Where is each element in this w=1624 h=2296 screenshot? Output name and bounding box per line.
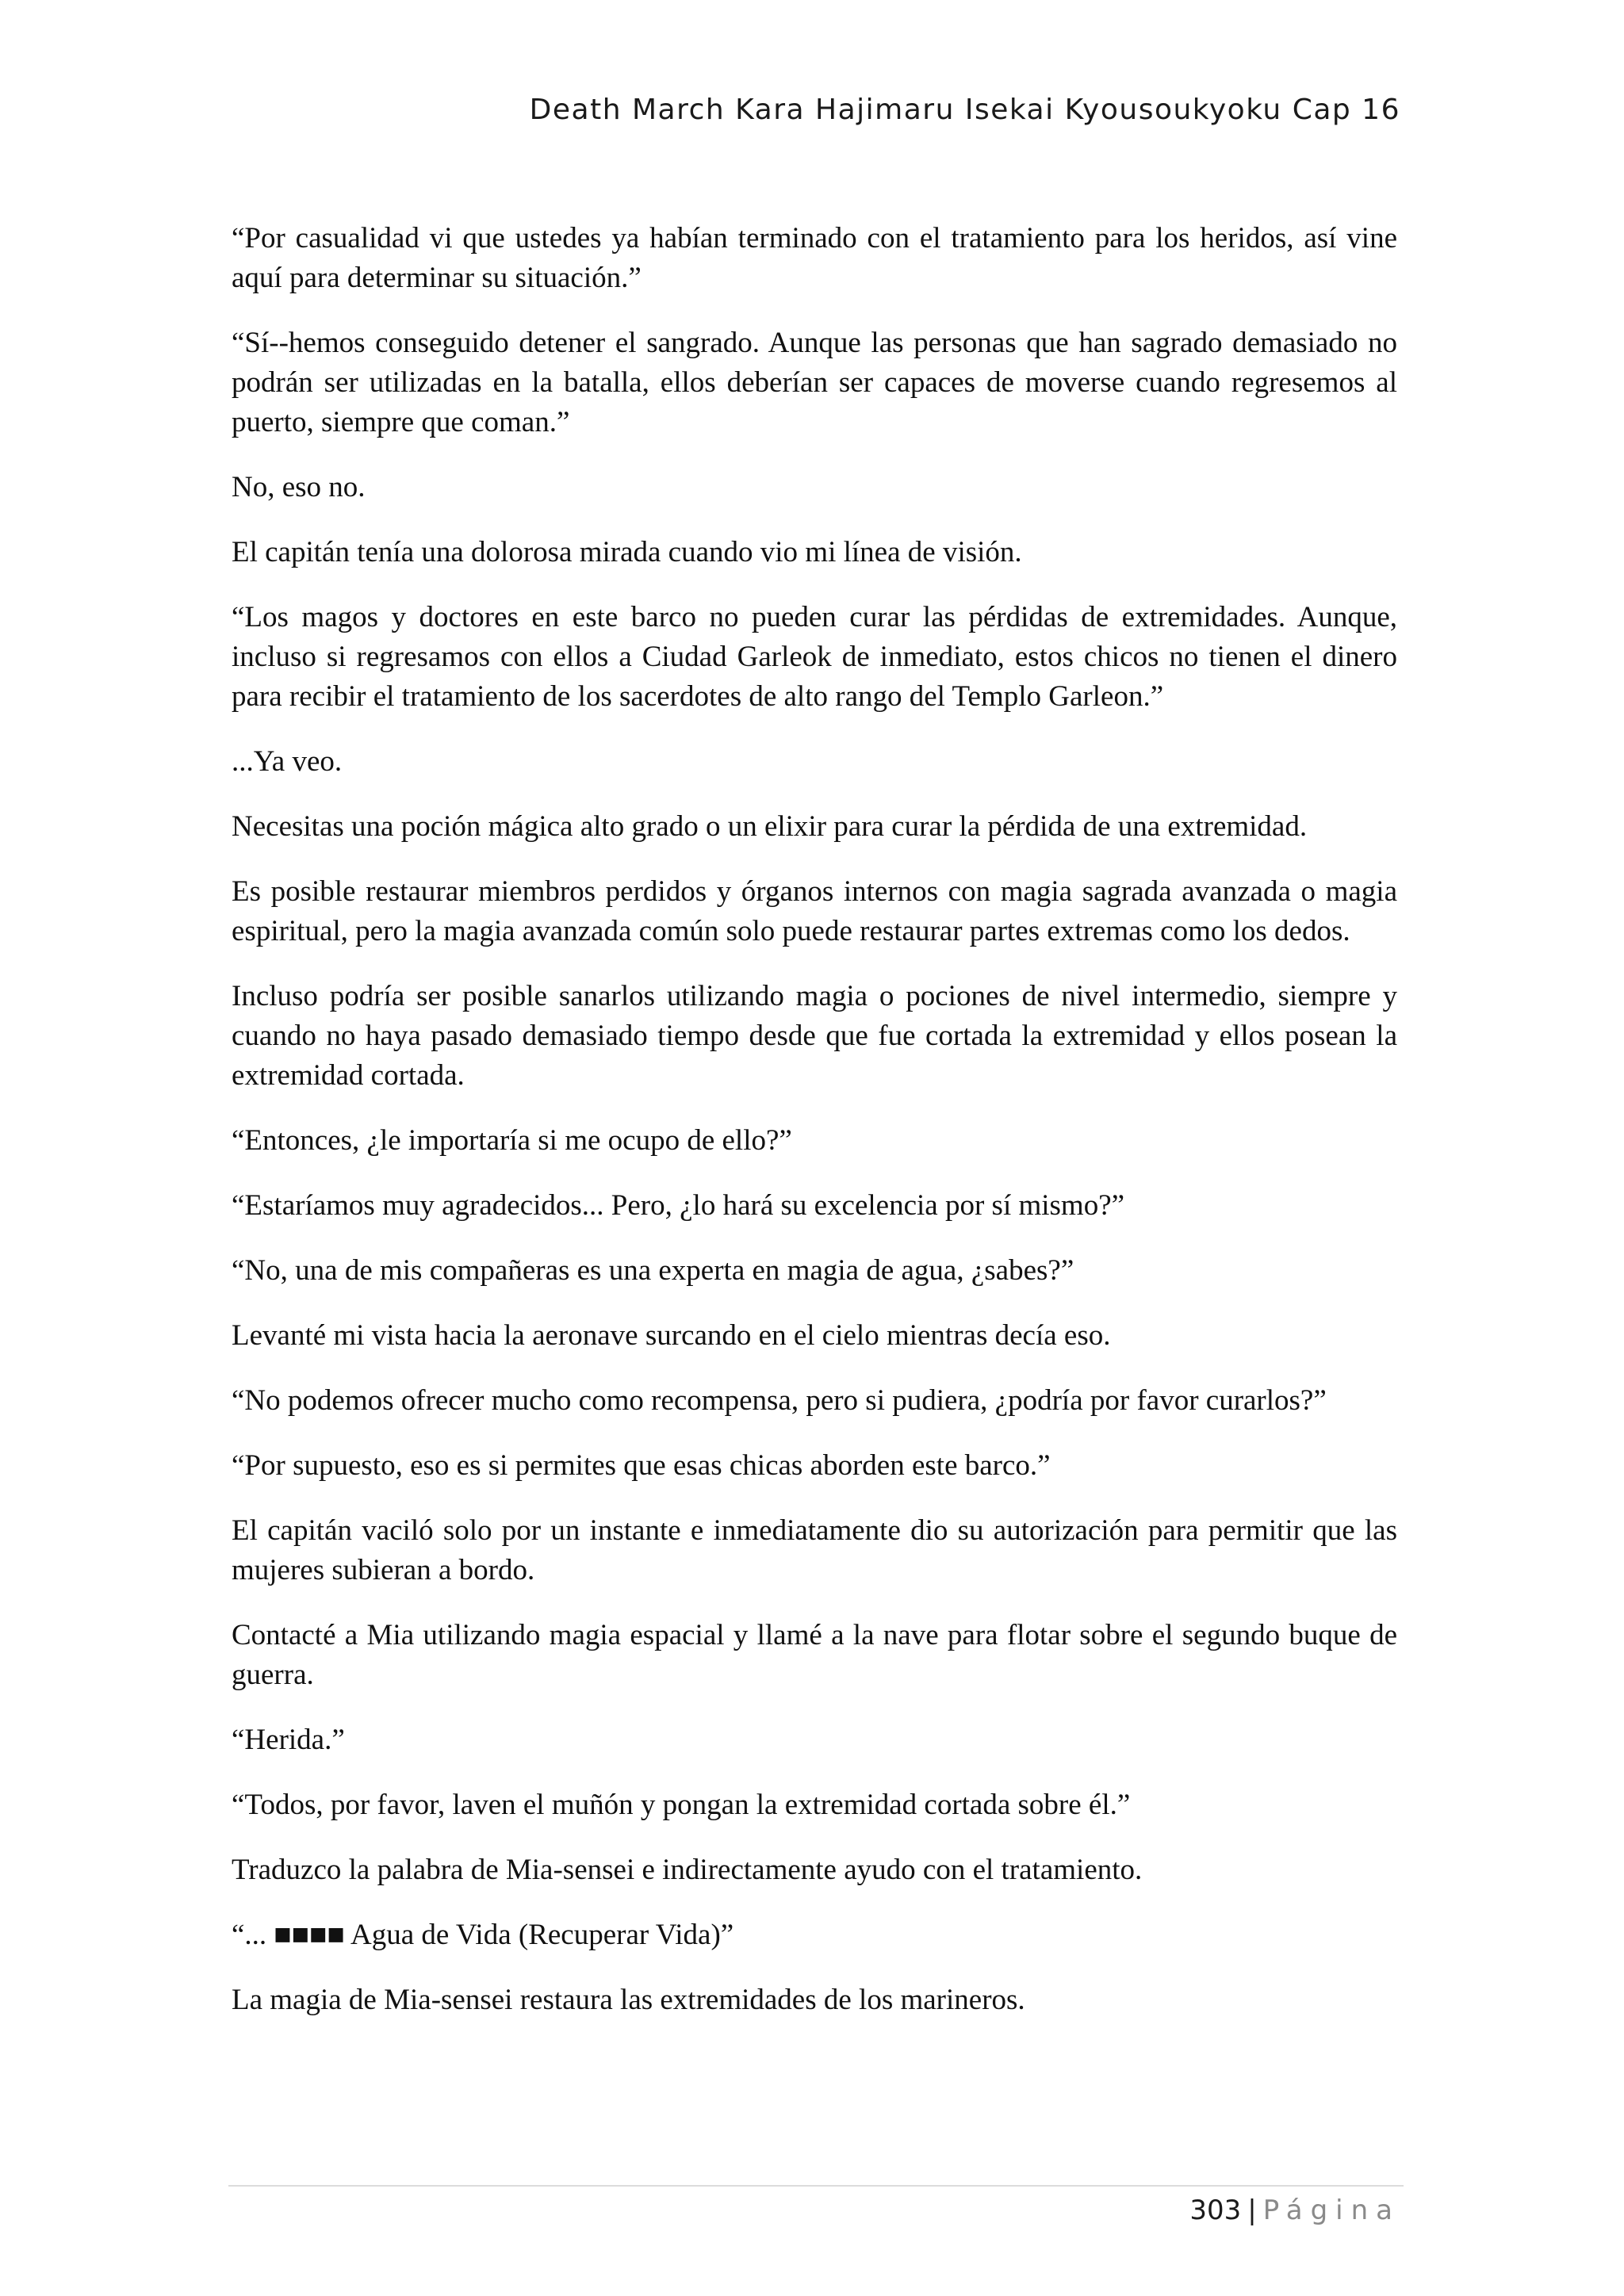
paragraph: Necesitas una poción mágica alto grado o un elixir para curar la pérdida de una extremidad. — [232, 810, 1308, 843]
paragraph: “No podemos ofrecer mucho como recompensa, pero si pudiera, ¿podría por favor curarlos?” — [232, 1384, 1327, 1417]
page-number: 303 — [1189, 2195, 1242, 2226]
paragraph: “Los magos y doctores en este barco no pueden curar las pérdidas de extremidades. Aunque, incluso si regresamos con ellos a Ciudad Garleok de inmediato, estos chicos no tienen el dinero para recibir el tratamiento de los sacerdotes de alto rango del Templo Garleon.” — [232, 601, 1397, 713]
paragraph: Es posible restaurar miembros perdidos y órganos internos con magia sagrada avanzada o magia espiritual, pero la magia avanzada común solo puede restaurar partes extremas como los dedos. — [232, 875, 1397, 947]
paragraph: “Herida.” — [232, 1724, 345, 1756]
paragraph: “Estaríamos muy agradecidos... Pero, ¿lo hará su excelencia por sí mismo?” — [232, 1189, 1125, 1222]
paragraph: “Sí--hemos conseguido detener el sangrado. Aunque las personas que han sagrado demasiado no podrán ser utilizadas en la batalla, ellos deberían ser capaces de moverse cuando regresemos al puerto, siempre que coman.” — [232, 327, 1397, 438]
paragraph: “Entonces, ¿le importaría si me ocupo de ello?” — [232, 1124, 792, 1157]
paragraph: La magia de Mia-sensei restaura las extremidades de los marineros. — [232, 1984, 1025, 2016]
paragraph: “... ■■■■ Agua de Vida (Recuperar Vida)” — [232, 1919, 734, 1951]
footer-divider — [228, 2185, 1404, 2187]
paragraph: “Por supuesto, eso es si permites que esas chicas aborden este barco.” — [232, 1449, 1051, 1482]
body-text — [232, 219, 1397, 2020]
page-footer — [1189, 2195, 1400, 2226]
paragraph: Contacté a Mia utilizando magia espacial y llamé a la nave para flotar sobre el segundo buque de guerra. — [232, 1619, 1397, 1691]
paragraph: “Por casualidad vi que ustedes ya habían terminado con el tratamiento para los heridos, así vine aquí para determinar su situación.” — [232, 222, 1397, 294]
paragraph: “Todos, por favor, laven el muñón y pongan la extremidad cortada sobre él.” — [232, 1789, 1131, 1821]
running-header: Death March Kara Hajimaru Isekai Kyousoukyoku Cap 16 — [529, 94, 1400, 126]
paragraph: ...Ya veo. — [232, 745, 343, 778]
paragraph: Incluso podría ser posible sanarlos utilizando magia o pociones de nivel intermedio, siempre y cuando no haya pasado demasiado tiempo desde que fue cortada la extremidad y ellos posean la extremidad cortada. — [232, 980, 1397, 1092]
paragraph: Traduzco la palabra de Mia-sensei e indirectamente ayudo con el tratamiento. — [232, 1854, 1143, 1886]
paragraph: No, eso no. — [232, 471, 366, 503]
paragraph: El capitán tenía una dolorosa mirada cuando vio mi línea de visión. — [232, 536, 1022, 568]
paragraph: Levanté mi vista hacia la aeronave surcando en el cielo mientras decía eso. — [232, 1319, 1111, 1352]
paragraph: El capitán vaciló solo por un instante e inmediatamente dio su autorización para permitir que las mujeres subieran a bordo. — [232, 1514, 1397, 1586]
page-label: Página — [1262, 2195, 1400, 2226]
paragraph: “No, una de mis compañeras es una experta en magia de agua, ¿sabes?” — [232, 1254, 1074, 1287]
footer-separator: | — [1247, 2195, 1257, 2226]
